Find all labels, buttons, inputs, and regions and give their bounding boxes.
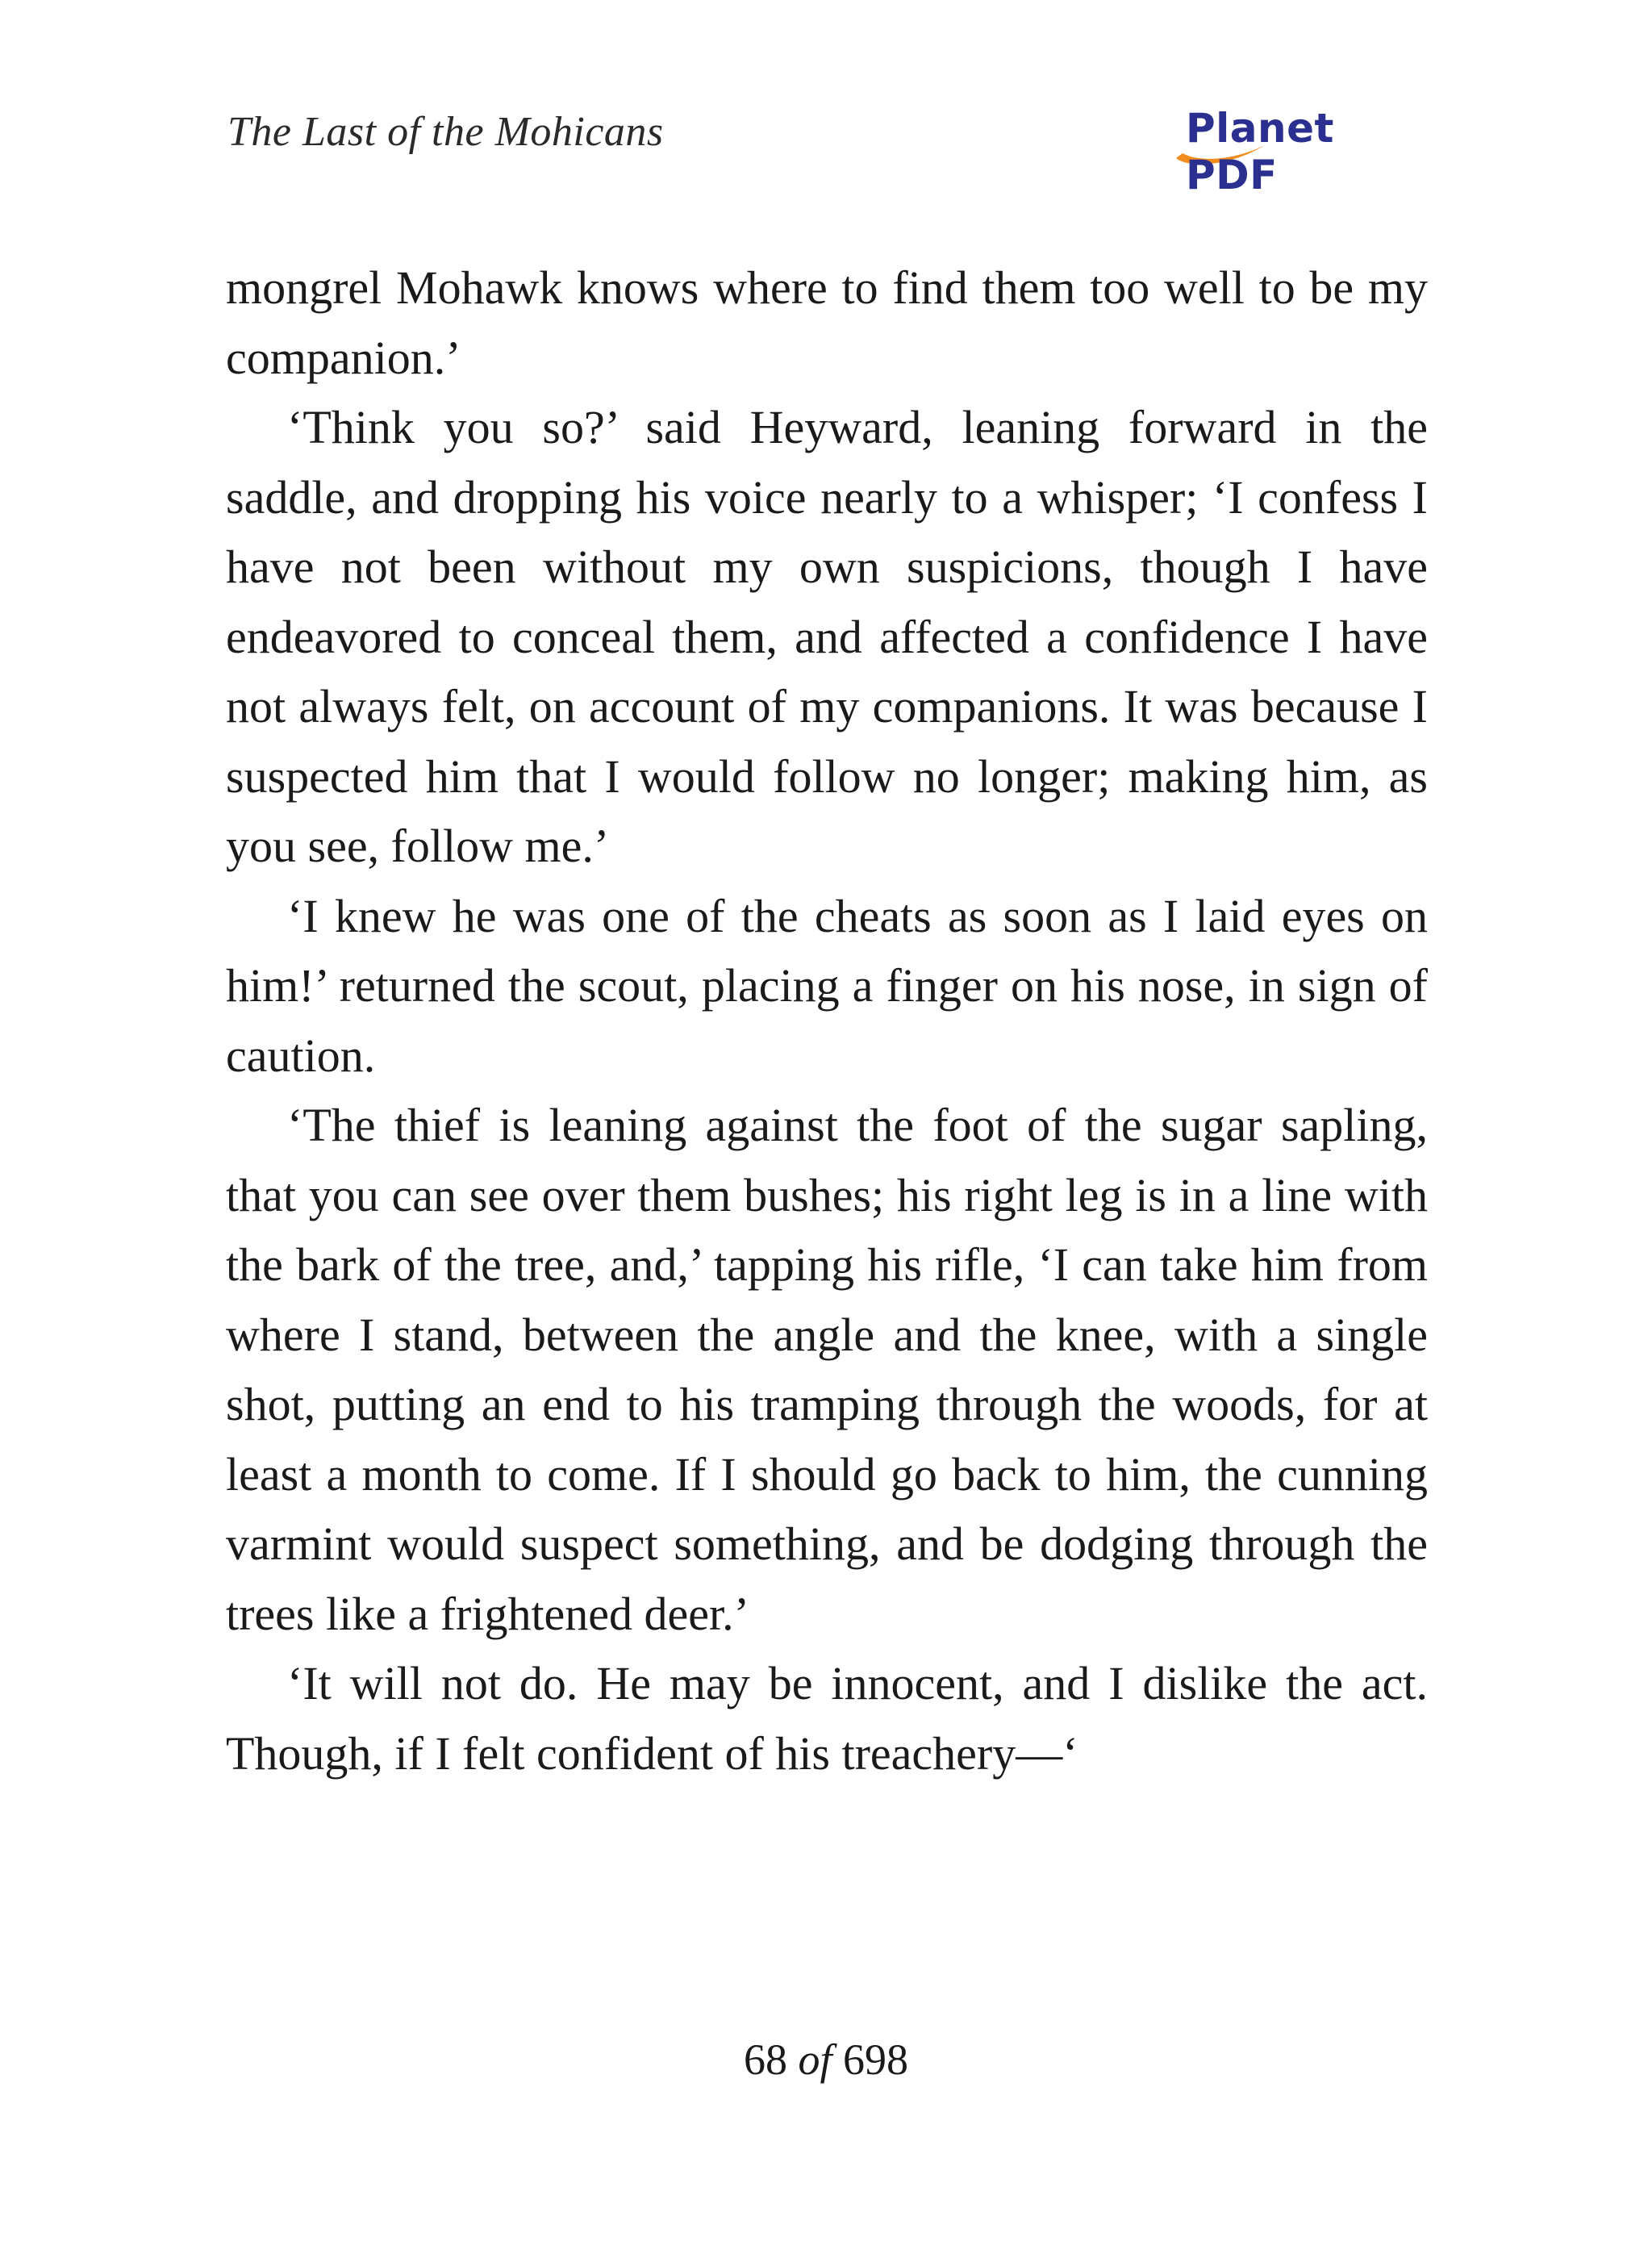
planet-pdf-logo (1171, 103, 1421, 198)
total-pages: 698 (843, 2035, 908, 2084)
page-header (227, 103, 1421, 198)
page-of-label: of (798, 2035, 832, 2084)
book-title: The Last of the Mohicans (227, 109, 664, 155)
logo-text: Planet PDF (1186, 105, 1334, 198)
paragraph: ‘It will not do. He may be innocent, and I dislike the act. Though, if I felt confident of his treachery—‘ (226, 1657, 1428, 1780)
paragraph: ‘I knew he was one of the cheats as soon as I laid eyes on him!’ returned the scout, placing a finger on his nose, in sign of caution. (226, 889, 1428, 1082)
page-body (226, 253, 1428, 1789)
paragraph: ‘The thief is leaning against the foot of the sugar sapling, that you can see over them bushes; his right leg is in a line with the bark of the tree, and,’ tapping his rifle, ‘I can take him from where I stand, between the angle and the knee, with a single shot, putting an end to his tramping through the woods, for at least a month to come. If I should go back to him, the cunning varmint would suspect something, and be dodging through the trees like a frightened deer.’ (226, 1099, 1428, 1640)
current-page: 68 (743, 2035, 787, 2084)
paragraph: mongrel Mohawk knows where to find them too well to be my companion.’ (226, 261, 1428, 384)
page-number (0, 2035, 1652, 2085)
paragraph: ‘Think you so?’ said Heyward, leaning forward in the saddle, and dropping his voice nearly to a whisper; ‘I confess I have not been without my own suspicions, though I have endeavored to conceal them, and affected a confidence I have not always felt, on account of my companions. It was because I suspected him that I would follow no longer; making him, as you see, follow me.’ (226, 401, 1428, 872)
